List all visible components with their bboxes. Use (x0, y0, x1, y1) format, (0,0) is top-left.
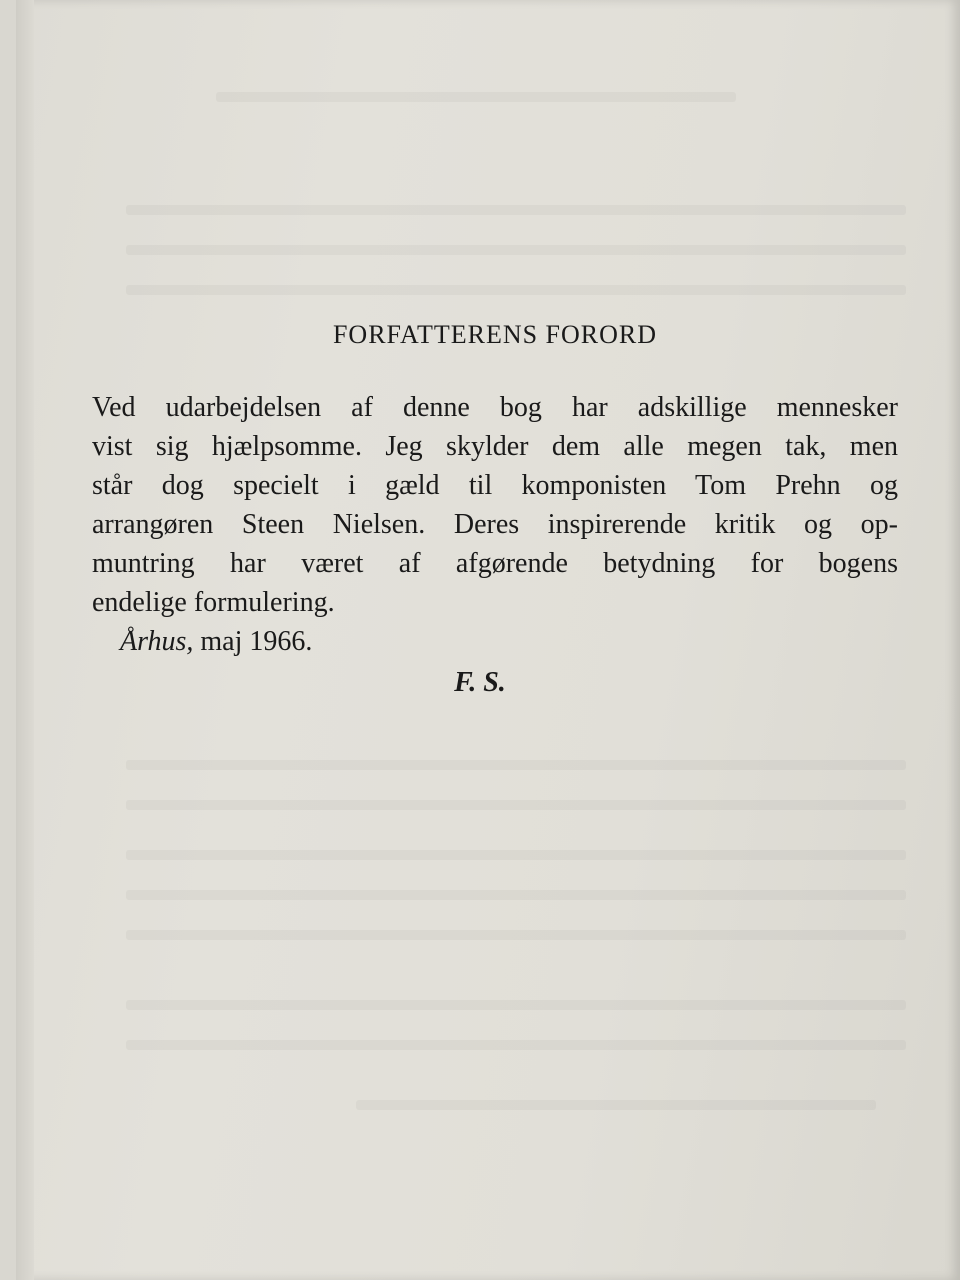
dateline-date: maj 1966. (200, 626, 313, 657)
author-initials: F. S. (454, 667, 506, 698)
show-through-text (126, 1040, 906, 1050)
show-through-text (126, 930, 906, 940)
preface-paragraph (92, 388, 898, 622)
show-through-text (126, 285, 906, 295)
show-through-text (126, 1000, 906, 1010)
paragraph-line: Ved udarbejdelsen af denne bog har adskillige mennesker (92, 392, 898, 423)
show-through-text (126, 760, 906, 770)
preface-block (92, 320, 898, 699)
dateline-place: Århus, (120, 626, 194, 657)
paragraph-line: muntring har været af afgørende betydning for bogens (92, 548, 898, 579)
show-through-text (126, 800, 906, 810)
paragraph-line: vist sig hjælpsomme. Jeg skylder dem alle megen tak, men (92, 431, 898, 462)
show-through-text (126, 850, 906, 860)
paragraph-line: står dog specielt i gæld til komponisten Tom Prehn og (92, 470, 898, 501)
paragraph-line: arrangøren Steen Nielsen. Deres inspirerende kritik og op- (92, 509, 898, 540)
show-through-text (126, 890, 906, 900)
show-through-text (126, 245, 906, 255)
show-through-text (126, 205, 906, 215)
show-through-text (216, 92, 736, 102)
show-through-text (356, 1100, 876, 1110)
book-page (16, 0, 960, 1280)
dateline (92, 622, 898, 661)
page-edge (16, 0, 34, 1280)
page-title: FORFATTERENS FORORD (332, 320, 658, 349)
paragraph-line: endelige formulering. (92, 587, 335, 618)
